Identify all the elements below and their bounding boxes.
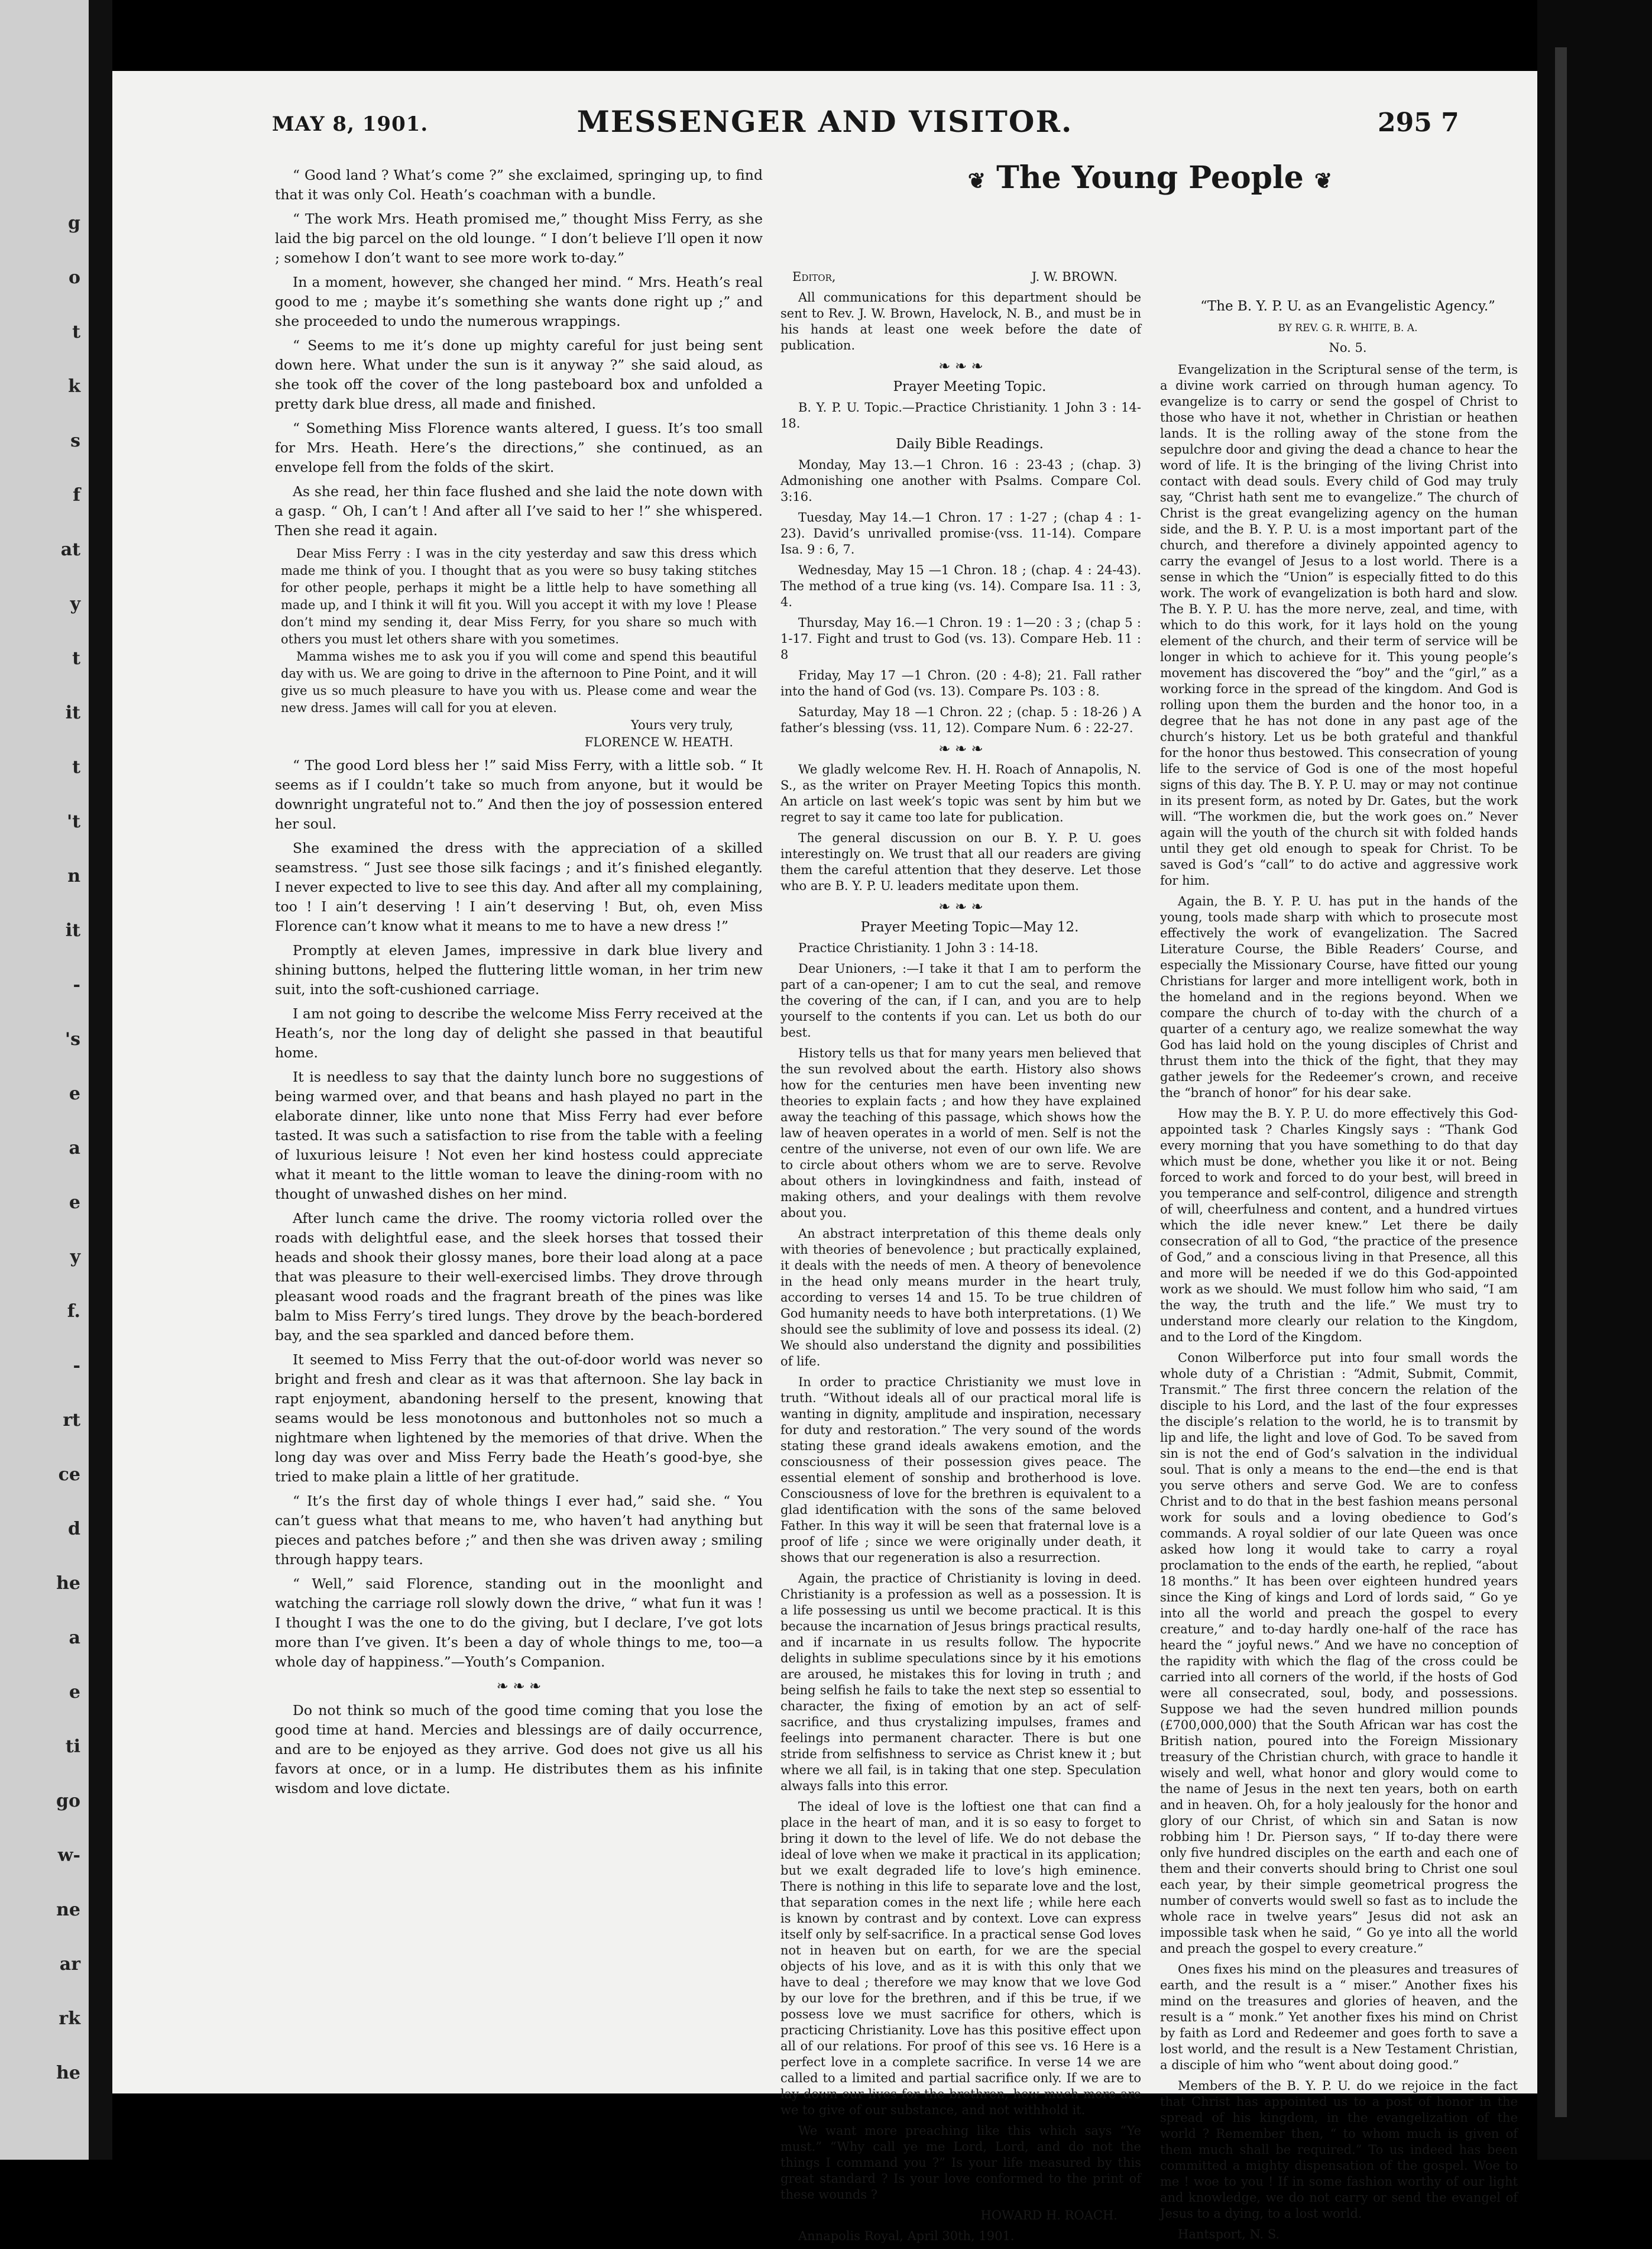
column-story xyxy=(275,166,763,1803)
letter-block xyxy=(281,545,757,751)
article-title: “The B. Y. P. U. as an Evangelistic Agency.” xyxy=(1200,299,1495,314)
binding-band xyxy=(1555,47,1567,2117)
story-paragraph: “ The work Mrs. Heath promised me,” thought Miss Ferry, as she laid the big parcel on the old lounge. “ I don’t believe I’ll open it now ; somehow I don’t want to see more work to-day.” xyxy=(275,211,763,266)
story-paragraph: It seemed to Miss Ferry that the out-of-door world was never so bright and fresh and clear as it was that afternoon. She lay back in rapt enjoyment, abandoning herself to the present, knowing that seams would be less monotonous and buttonholes not so much a nightmare when lightened by the memories of that drive. When the long day was over and Miss Ferry bade the Heath’s good-bye, she tried to make plain a little of her gratitude. xyxy=(275,1351,763,1485)
welcome-paragraph: We gladly welcome Rev. H. H. Roach of Annapolis, N. S., as the writer on Prayer Meeting Topics this month. An article on last week’s topic was sent by him but we regret to say it came too late for publication. xyxy=(780,762,1141,824)
story-paragraph: I am not going to describe the welcome Miss Ferry received at the Heath’s, nor the long day of delight she passed in that beautiful home. xyxy=(275,1005,763,1061)
margin-fragment: f xyxy=(73,485,80,506)
margin-fragment: o xyxy=(68,267,80,288)
closing-paragraph: Do not think so much of the good time coming that you lose the good time at hand. Mercies and blessings are of daily occurrence, and are to be enjoyed as they arrive. God does not give us all his favors at once, or in a lump. He distributes them as his infinite wisdom and love dictate. xyxy=(275,1702,763,1797)
daily-reading: Monday, May 13.—1 Chron. 16 : 23-43 ; (chap. 3) Admonishing one another with Psalms. Compare Col. 3:16. xyxy=(780,458,1141,504)
daily-readings xyxy=(780,457,1141,736)
editor-name: J. W. BROWN. xyxy=(1031,270,1117,284)
adjacent-page-strip xyxy=(0,0,89,2160)
ornament-divider: ❧ ❧ ❧ xyxy=(938,358,983,374)
article-paragraph: Ones fixes his mind on the pleasures and treasures of earth, and the result is a “ miser.” Another fixes his mind on the treasures and glories of heaven, and the result is a “ monk.” Yet another fixes his mind on Christ by faith as Lord and Redeemer and goes forth to save a lost world, and the result is a New Testament Christian, a disciple of him who “went about doing good.” xyxy=(1160,1962,1518,2072)
margin-fragment: s xyxy=(70,431,80,451)
ornament-divider: ❧ ❧ ❧ xyxy=(938,898,983,915)
topic2-subtitle: Practice Christianity. 1 John 3 : 14-18. xyxy=(798,941,1039,955)
margin-fragment: go xyxy=(56,1791,80,1811)
letter-paragraph: Mamma wishes me to ask you if you will come and spend this beautiful day with us. We are going to drive in the afternoon to Pine Point, and it will give us so much pleasure to have you with us. Please come and wear the new dress. James will call for you at eleven. xyxy=(281,649,757,715)
story-paragraph: Promptly at eleven James, impressive in dark blue livery and shining buttons, helped the fluttering little woman, in her trim new suit, into the soft-cushioned carriage. xyxy=(275,942,763,998)
article-place: Hantsport, N. S. xyxy=(1178,2227,1280,2241)
margin-fragment: he xyxy=(56,1573,80,1594)
margin-fragment: rk xyxy=(59,2008,80,2029)
article-number: No. 5. xyxy=(1329,341,1367,355)
margin-fragment: y xyxy=(70,594,80,614)
ornament-left-icon: ❦ xyxy=(967,169,986,193)
story-paragraph: After lunch came the drive. The roomy victoria rolled over the roads with delightful ease, and the sleek horses that tossed their heads and shook their glossy manes, bore their load along at a pace that was pleasure to their well-exercised limbs. They drove through pleasant wood roads and the fragrant breath of the pines was like balm to Miss Ferry’s tired lungs. They drove by the beach-bordered bay, and the sea sparkled and danced before them. xyxy=(275,1210,763,1344)
article-paragraph: Evangelization in the Scriptural sense of the term, is a divine work carried on through human agency. To evangelize is to carry or send the gospel of Christ to those who have it not, whether in Christian or heathen lands. It is the rolling away of the stone from the sepulchre door and giving the dead a chance to hear the word of life. It is the bringing of the living Christ into contact with dead souls. Every child of God may truly say, “Christ hath sent me to evangelize.” The church of Christ is the great evangelizing agency on the human side, and the B. Y. P. U. is a most important part of the church, and therefore a divinely appointed agency to carry the evangel of Jesus to a lost world. There is a sense in which the “Union” is especially fitted to do this work. The work of evangelization is both hard and slow. The B. Y. P. U. has the more nerve, zeal, and time, with which to do this work, for it lays hold on the young element of the church, and their term of service will be longer in which to achieve for it. This young people’s movement has discovered the “boy” and the “girl,” as a working force in the spread of the kingdom. And God is rolling upon them the burden and the honor too, in a degree that he has not done in any past age of the church’s history. Let us be both grateful and thankful for the honor thus bestowed. This consecration of young life to the service of God is one of the most hopeful signs of this day. The B. Y. P. U. may or may not continue in its present form, as noted by Dr. Gates, but the work will. “The workmen die, but the work goes on.” Never again will the youth of the church sit with folded hands until they get old enough to speak for Christ. To be saved is God’s “call” to do active and aggressive work for him. xyxy=(1160,363,1518,888)
page-number: 295 7 xyxy=(1378,108,1459,138)
newspaper-page xyxy=(112,71,1537,2243)
ornament-right-icon: ❦ xyxy=(1314,169,1333,193)
story-paragraph: In a moment, however, she changed her mind. “ Mrs. Heath’s real good to me ; maybe it’s something she wants done right up ;” and she proceeded to undo the numerous wrappings. xyxy=(275,274,763,329)
column-evangelistic xyxy=(1160,299,1518,2247)
binding-edge xyxy=(1537,0,1652,2160)
daily-reading: Friday, May 17 —1 Chron. (20 : 4-8); 21. Fall rather into the hand of God (vs. 13). Compare Ps. 103 : 8. xyxy=(780,668,1141,698)
margin-fragment: k xyxy=(68,376,80,397)
letter-close: Yours very truly, xyxy=(630,718,733,732)
discussion-paragraph: The general discussion on our B. Y. P. U. goes interestingly on. We trust that all our readers are giving them the careful attention that they deserve. Let those who are B. Y. P. U. leaders meditate upon them. xyxy=(780,831,1141,893)
story-paragraph: It is needless to say that the dainty lunch bore no suggestions of being warmed over, and that beans and hash played no part in the elaborate dinner, like unto none that Miss Ferry had ever before tasted. It was such a satisfaction to rise from the table with a feeling of luxurious leisure ! Not even her kind hostess could appreciate what it meant to the little woman to leave the dining-room with no thought of unwashed dishes on her mind. xyxy=(275,1069,763,1202)
topic-heading: Prayer Meeting Topic. xyxy=(893,379,1047,394)
story-paragraph: “ It’s the first day of whole things I ever had,” said she. “ You can’t guess what that means to me, who haven’t had anything but pieces and patches before ;” and then she was driven away ; smiling through happy tears. xyxy=(275,1493,763,1568)
margin-fragment: e xyxy=(69,1192,80,1213)
article-byline: BY REV. G. R. WHITE, B. A. xyxy=(1278,322,1418,334)
article-paragraph: In order to practice Christianity we must love in truth. “Without ideals all of our practical moral life is wanting in dignity, amplitude and inspiration, necessary for duty and restoration.” The very sound of the words stating these grand ideals awakens emotion, and the consciousness of their possession gives peace. The essential element of sonship and brotherhood is love. Consciousness of love for the brethren is equivalent to a glad identification with the sons of the same beloved Father. In this way it will be seen that fraternal love is a proof of life ; since we were originally under death, it shows that our regeneration is also a resurrection. xyxy=(780,1375,1141,1565)
margin-fragment: it xyxy=(65,703,80,723)
margin-fragment: t xyxy=(72,322,80,342)
margin-fragment: f. xyxy=(67,1301,80,1322)
article-paragraph: How may the B. Y. P. U. do more effectively this God-appointed task ? Charles Kingsly says : “Thank God every morning that you have something to do that day which must be done, whether you like it or not. Being forced to work and forced to do your best, will breed in you temperance and self-control, diligence and strength of will, cheerfulness and content, and a hundred virtues which the idle never knew.” Let there be daily consecration of all to God, “the practice of the presence of God,” and a conscious living in that Presence, all this and more will be needed if we do this God-appointed work as we should. We must follow him who said, “I am the way, the truth and the life.” We must try to understand more clearly our relation to the Kingdom, and to the Lord of the Kingdom. xyxy=(1160,1106,1518,1344)
margin-fragment: ne xyxy=(56,1899,80,1920)
margin-fragment: t xyxy=(72,757,80,778)
article-paragraph: We want more preaching like this which says “Ye must.” “Why call ye me Lord, Lord, and do not the things I command you ?” Is your life measured by this great standard ? Is your love conformed to the print of these wounds ? xyxy=(780,2124,1141,2202)
story-paragraph: She examined the dress with the appreciation of a skilled seamstress. “ Just see those silk facings ; and it’s finished elegantly. I never expected to live to see this day. And after all my complaining, too ! I ain’t deserving ! I ain’t deserving ! But, oh, even Miss Florence can’t know what it means to me to have a new dress !” xyxy=(275,840,763,934)
article-author: HOWARD H. ROACH. xyxy=(980,2208,1117,2222)
margin-fragment: e xyxy=(69,1682,80,1703)
page-gutter xyxy=(89,0,112,2160)
margin-fragment: a xyxy=(69,1627,80,1648)
editor-label: Editor, xyxy=(792,270,836,284)
letter-signature: FLORENCE W. HEATH. xyxy=(584,735,733,749)
story-paragraphs-part2 xyxy=(275,756,763,1672)
story-paragraph: “ Seems to me it’s done up mighty careful for just being sent down here. What under the sun is it anyway ?” she said aloud, as she took off the cover of the long pasteboard box and unfolded a pretty dark blue dress, all made and finished. xyxy=(275,337,763,412)
margin-fragment: w- xyxy=(57,1845,80,1866)
margin-fragment: ce xyxy=(58,1464,80,1485)
ornament-divider: ❧ ❧ ❧ xyxy=(496,1678,542,1694)
margin-fragment: t xyxy=(72,648,80,669)
article-place: Annapolis Royal, April 30th, 1901. xyxy=(798,2229,1015,2243)
story-paragraph: “ Something Miss Florence wants altered, I guess. It’s too small for Mrs. Heath. Here’s the directions,” she continued, as an envelope fell from the folds of the skirt. xyxy=(275,420,763,475)
margin-fragment: a xyxy=(69,1138,80,1159)
intro-paragraph: All communications for this department should be sent to Rev. J. W. Brown, Havelock, N. B., and must be in his hands at least one week before the date of publication. xyxy=(780,290,1141,352)
margin-fragment: y xyxy=(70,1247,80,1267)
article-paragraph: History tells us that for many years men believed that the sun revolved about the earth. History also shows how for the centuries men have been inventing new theories to explain facts ; and how they have explained away the teaching of this passage, which shows how the law of heaven operates in a world of men. Self is not the centre of the universe, not even of our own life. We are to circle about others whom we are to serve. Revolve about others in lovingkindness and faith, instead of making others, and your dealings with them revolve about you. xyxy=(780,1046,1141,1220)
story-paragraphs-part1 xyxy=(275,166,763,541)
article-paragraph: Again, the practice of Christianity is loving in deed. Christianity is a profession as well as a possession. It is a life possessing us until we become practical. It is this because the incarnation of Jesus brings practical results, and if incarnate in us results follow. The hypocrite delights in sublime speculations since by it his emotions are aroused, he mistakes this for loving in truth ; and being selfish he fails to take the next step so essential to character, the fixing of emotion by an act of self-sacrifice, and thus crystalizing impulses, frames and feelings into permanent character. There is but one stride from selfishness to service as Christ knew it ; but where we all fail, is in taking that one step. Speculation always falls into this error. xyxy=(780,1571,1141,1793)
margin-fragment: rt xyxy=(63,1410,80,1431)
margin-fragment: he xyxy=(56,2063,80,2083)
story-paragraph: “ Good land ? What’s come ?” she exclaimed, springing up, to find that it was only Col. Heath’s coachman with a bundle. xyxy=(275,167,763,203)
letter-paragraph: Dear Miss Ferry : I was in the city yesterday and saw this dress which made me think of you. I thought that as you were so busy taking stitches for other people, perhaps it might be a little help to have something all made up, and I think it will fit you. Will you accept it with my love ! Please don’t mind my sending it, dear Miss Ferry, for you share so much with others you must let others share with you sometimes. xyxy=(281,546,757,646)
masthead xyxy=(112,104,1537,151)
article-paragraph: Again, the B. Y. P. U. has put in the hands of the young, tools made sharp with which to prosecute most effectively the work of evangelization. The Sacred Literature Course, the Bible Readers’ Course, and especially the Missionary Course, have fitted our young Christians for larger and more intelligent work, both in the homeland and in the regions beyond. When we compare the church of to-day with the church of a quarter of a century ago, we realize somewhat the way God has laid hold on the young disciples of Christ and thrust them into the thick of the fight, that they may gather jewels for the Redeemer’s crown, and receive the “branch of honor” for his dear sake. xyxy=(1160,894,1518,1100)
masthead-date: MAY 8, 1901. xyxy=(272,112,429,136)
daily-reading: Thursday, May 16.—1 Chron. 19 : 1—20 : 3 ; (chap 5 : 1-17. Fight and trust to God (vs. 13). Compare Heb. 11 : 8 xyxy=(780,616,1141,662)
readings-heading: Daily Bible Readings. xyxy=(896,436,1044,452)
ornament-divider: ❧ ❧ ❧ xyxy=(938,740,983,757)
section-heading xyxy=(780,160,1520,196)
margin-fragment: n xyxy=(67,866,80,886)
column-young-people xyxy=(780,269,1141,2249)
margin-fragment: d xyxy=(68,1519,80,1539)
evangelistic-article xyxy=(1160,362,1518,2222)
margin-fragment: ti xyxy=(65,1736,80,1757)
margin-fragment: - xyxy=(73,975,80,995)
article-paragraph: An abstract interpretation of this theme deals only with theories of benevolence ; but practically explained, it deals with the needs of men. A theory of benevolence in the head only means murder in the heart truly, according to verses 14 and 15. To be true children of God humanity needs to have both interpretations. (1) We should see the sublimity of love and possess its ideal. (2) We should also understand the dignity and possibilities of life. xyxy=(780,1227,1141,1368)
daily-reading: Saturday, May 18 —1 Chron. 22 ; (chap. 5 : 18-26 ) A father’s blessing (vss. 11, 12). Compare Num. 6 : 22-27. xyxy=(780,705,1141,735)
section-title: The Young People xyxy=(996,160,1304,196)
margin-fragment: 't xyxy=(66,811,80,832)
margin-fragment: 's xyxy=(64,1029,80,1050)
story-paragraph: “ Well,” said Florence, standing out in the moonlight and watching the carriage roll slowly down the drive, “ what fun it was ! I thought I was the one to do the giving, but I declare, I’ve got lots more than I’ve given. It’s been a day of whole things to me, too—a whole day of happiness.”—Youth’s Companion. xyxy=(275,1575,763,1670)
margin-fragment: ar xyxy=(59,1954,80,1975)
editor-line xyxy=(780,269,1141,285)
article-paragraph: Conon Wilberforce put into four small words the whole duty of a Christian : “Admit, Submit, Commit, Transmit.” The first three concern the relation of the disciple to his Lord, and the last of the four expresses the disciple’s relation to the world, he is to transmit by lip and life, the light and love of God. To be saved from sin is not the end of God’s salvation in the individual soul. That is only a means to the end—the end is that you serve others and serve God. We are to confess Christ and to do that in the best fashion means personal work for souls and a loving obedience to God’s commands. A royal soldier of our late Queen was once asked how long it would take to carry a royal proclamation to the ends of the earth, he replied, “about 18 months.” It has been over eighteen hundred years since the King of kings and Lord of lords said, “ Go ye into all the world and preach the gospel to every creature,” and to-day hardly one-half of the race has heard the “ joyful news.” And we have no conception of the rapidity with which the flag of the cross could be carried into all corners of the world, if the hosts of God were all consecrated, soul, body, and possessions. Suppose we had the seven hundred million pounds (£700,000,000) that the South African war has cost the British nation, poured into the Foreign Missionary treasury of the Christian church, with grace to handle it wisely and well, what honor and glory would come to the name of Jesus in the next ten years, both on earth and in heaven. Oh, for a holy jealously for the honor and glory of our Christ, of which sin and Satan is now robbing him ! Dr. Pierson says, “ If to-day there were only five hundred disciples on the earth and each one of them and their converts should bring to Christ one soul each year, by their simple geometrical progress the number of converts would swell so fast as to include the whole race in twelve years” Jesus did not ask an impossible task when he said, “ Go ye into all the world and preach the gospel to every creature.” xyxy=(1160,1351,1518,1956)
story-paragraph: As she read, her thin face flushed and she laid the note down with a gasp. “ Oh, I can’t ! And after all I’ve said to her !” she whispered. Then she read it again. xyxy=(275,483,763,539)
article-paragraph: Dear Unioners, :—I take it that I am to perform the part of a can-opener; I am to cut the seal, and remove the covering of the can, if I can, and you are to help yourself to the contents if you can. Let us both do our best. xyxy=(780,962,1141,1040)
letter-paragraphs xyxy=(281,545,757,717)
margin-fragment: - xyxy=(73,1355,80,1376)
margin-fragment: e xyxy=(69,1083,80,1104)
story-paragraph: “ The good Lord bless her !” said Miss Ferry, with a little sob. “ It seems as if I couldn’t take so much from anyone, but it would be downright ungrateful not to.” And then the joy of possession entered her soul. xyxy=(275,757,763,832)
masthead-title: MESSENGER AND VISITOR. xyxy=(576,104,1073,139)
daily-reading: Tuesday, May 14.—1 Chron. 17 : 1-27 ; (chap 4 : 1-23). David’s unrivalled promise·(vss. 11-14). Compare Isa. 9 : 6, 7. xyxy=(780,510,1141,556)
topic2-heading: Prayer Meeting Topic—May 12. xyxy=(860,920,1079,935)
article-paragraph: Members of the B. Y. P. U. do we rejoice in the fact that Christ has appointed us to a post of honor in the spread of his kingdom, in the evangelization of the world ? Remember then, “ to whom much is given of them much shall be required.” To us indeed has been committed a mighty dispensation of the gospel. Woe to me ! woe to you ! If in some fashion worthy of our light and knowledge, we do not carry or send the evangel of Jesus to a dying, to a lost world. xyxy=(1160,2079,1518,2221)
margin-fragment: it xyxy=(65,920,80,941)
margin-fragment: g xyxy=(68,213,80,234)
margin-fragment: at xyxy=(60,539,80,560)
topic-article xyxy=(780,961,1141,2203)
daily-reading: Wednesday, May 15 —1 Chron. 18 ; (chap. 4 : 24-43). The method of a true king (vs. 14). Compare Isa. 11 : 3, 4. xyxy=(780,563,1141,609)
topic-text: B. Y. P. U. Topic.—Practice Christianity. 1 John 3 : 14-18. xyxy=(780,400,1141,431)
article-paragraph: The ideal of love is the loftiest one that can find a place in the heart of man, and it is so easy to forget to bring it down to the level of life. We do not debase the ideal of love when we make it practical in its application; but we exalt degraded life to love’s high eminence. There is nothing in this life to separate love and the lost, that separation comes in the next life ; while here each is known by contrast and by context. Love can express itself only by self-sacrifice. In a practical sense God loves not in heaven but on earth, for we are the special objects of his love, and as it is with this only that we have to deal ; therefore we may know that we love God by our love for the brethren, and if this be true, if we possess love we must sacrifice for others, which is practicing Christianity. Love has this positive effect upon all of our relations. For proof of this see vs. 16 Here is a perfect love in a complete sacrifice. In verse 14 we are called to a limited and partial sacrifice only. If we are to lay down our lives for the brethren, how much more are we to give of our substance, and not withhold it. xyxy=(780,1800,1141,2117)
